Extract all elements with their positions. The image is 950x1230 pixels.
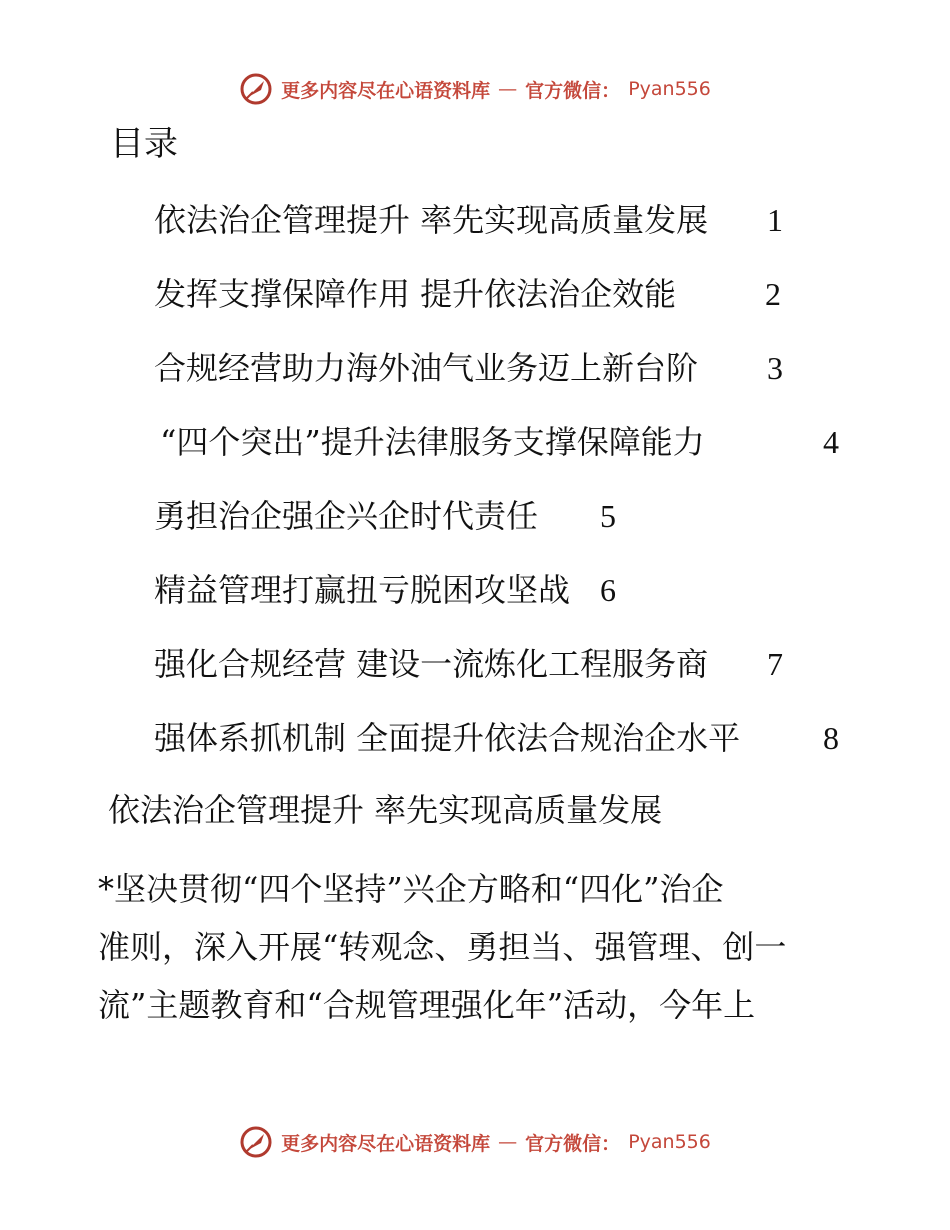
watermark-separator: —	[498, 78, 518, 100]
toc-item-text: 发挥支撑保障作用 提升依法治企效能	[154, 275, 677, 313]
section-heading: 依法治企管理提升 率先实现高质量发展	[108, 791, 663, 829]
watermark-label: 官方微信：	[525, 1132, 621, 1155]
toc-item[interactable]	[0, 344, 950, 392]
watermark-label: 官方微信：	[525, 79, 621, 102]
toc-item-text: “四个突出”提升法律服务支撑保障能力	[160, 423, 705, 461]
toc-item[interactable]	[0, 640, 950, 688]
body-line: *坚决贯彻“四个坚持”兴企方略和“四化”治企	[98, 870, 724, 908]
watermark-id: Pyan556	[628, 78, 711, 100]
toc-item-text: 合规经营助力海外油气业务迈上新台阶	[154, 349, 699, 387]
watermark-id: Pyan556	[628, 1131, 711, 1153]
toc-title: 目录	[110, 124, 178, 164]
toc-item-page: 2	[765, 276, 781, 312]
body-paragraph	[98, 860, 858, 1034]
toc-item-text: 强体系抓机制 全面提升依法合规治企水平	[154, 719, 741, 757]
toc-item[interactable]	[0, 270, 950, 318]
body-line: 准则，深入开展“转观念、勇担当、强管理、创一	[98, 928, 787, 966]
toc-item-text: 依法治企管理提升 率先实现高质量发展	[154, 201, 709, 239]
watermark-separator: —	[498, 1131, 518, 1153]
quill-logo-icon	[239, 1125, 273, 1159]
toc-item-page: 4	[823, 424, 839, 460]
toc-item-text: 精益管理打赢扭亏脱困攻坚战	[154, 571, 571, 609]
toc-item[interactable]	[0, 492, 950, 540]
toc-item-page: 6	[600, 572, 616, 608]
toc-item-page: 7	[767, 646, 783, 682]
body-line: 流”主题教育和“合规管理强化年”活动，今年上	[98, 986, 756, 1024]
toc-item[interactable]	[0, 714, 950, 762]
toc-item-page: 5	[600, 498, 616, 534]
toc-item-page: 3	[767, 350, 783, 386]
toc-item[interactable]	[0, 418, 950, 466]
watermark-text: 更多内容尽在心语资料库	[281, 79, 491, 102]
toc-item-page: 8	[823, 720, 839, 756]
toc-item-page: 1	[767, 202, 783, 238]
toc-item-text: 勇担治企强企兴企时代责任	[154, 497, 539, 535]
footer-watermark	[0, 1125, 950, 1159]
toc-item-text: 强化合规经营 建设一流炼化工程服务商	[154, 645, 709, 683]
watermark-text: 更多内容尽在心语资料库	[281, 1132, 491, 1155]
toc-item[interactable]	[0, 196, 950, 244]
toc-item[interactable]	[0, 566, 950, 614]
